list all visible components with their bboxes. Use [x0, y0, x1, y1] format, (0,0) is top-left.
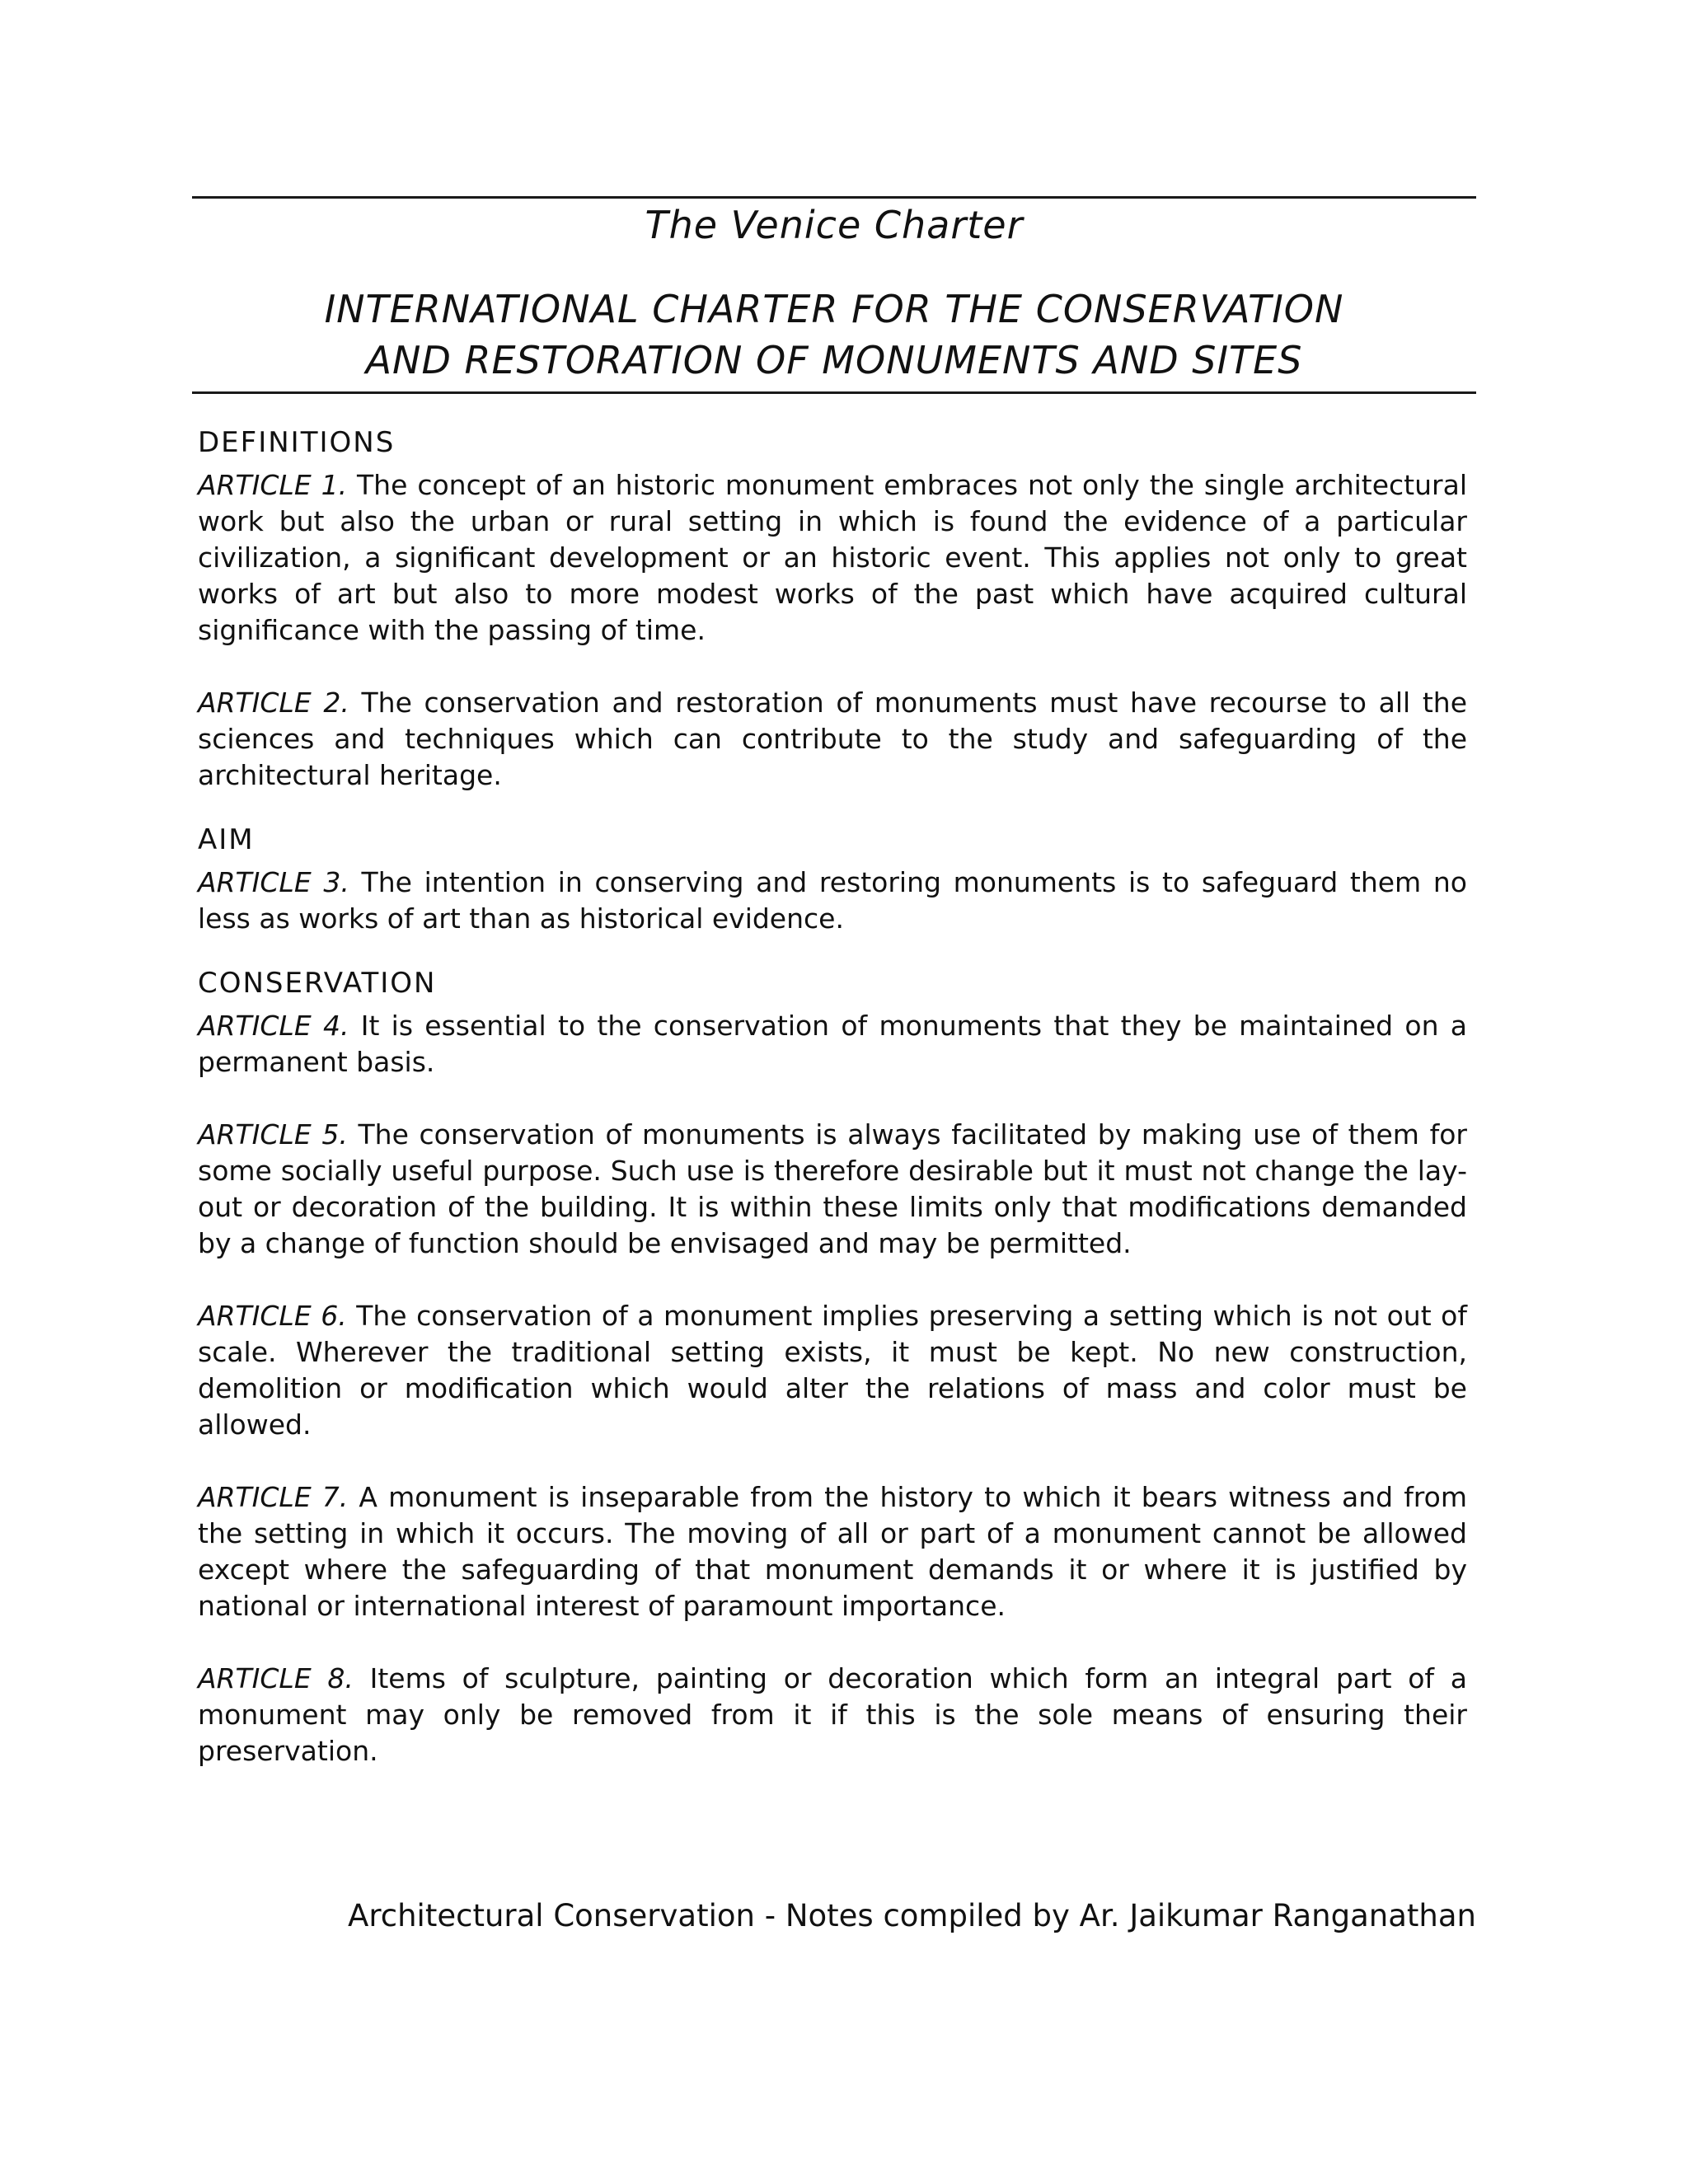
article-5-label: ARTICLE 5.	[198, 1118, 348, 1151]
article-6	[198, 1298, 1467, 1443]
article-5	[198, 1117, 1467, 1262]
top-rule	[192, 196, 1476, 199]
subtitle-line-1: INTERNATIONAL CHARTER FOR THE CONSERVATION	[324, 287, 1344, 331]
article-2-label: ARTICLE 2.	[198, 687, 349, 719]
article-8-text: Items of sculpture, painting or decoration which form an integral part of a monument may only be removed from it if this is the sole means of ensuring their preservation.	[198, 1662, 1467, 1767]
subtitle-line-2: AND RESTORATION OF MONUMENTS AND SITES	[365, 338, 1303, 382]
section-heading-aim: AIM	[198, 823, 255, 856]
article-8	[198, 1661, 1467, 1769]
document-body	[198, 424, 1467, 1769]
bottom-rule	[192, 391, 1476, 394]
article-4-label: ARTICLE 4.	[198, 1010, 349, 1042]
article-2-text: The conservation and restoration of monuments must have recourse to all the sciences and techniques which can contribute to the study and safeguarding of the architectural heritage.	[198, 687, 1467, 791]
article-1	[198, 467, 1467, 649]
section-heading-conservation: CONSERVATION	[198, 967, 437, 1000]
article-1-text: The concept of an historic monument embraces not only the single architectural work but also the urban or rural setting in which is found the evidence of a particular civilization, a significant development or an historic event. This applies not only to great works of art but also to more modest works of the past which have acquired cultural significance with the passing of time.	[198, 469, 1467, 646]
article-1-label: ARTICLE 1.	[198, 469, 348, 501]
article-3-label: ARTICLE 3.	[198, 866, 349, 898]
document-title: The Venice Charter	[645, 203, 1024, 247]
article-6-text: The conservation of a monument implies preserving a setting which is not out of scale. Wherever the traditional setting exists, it must be kept. No new construction, demolition or modification which would alter the relations of mass and color must be allowed.	[198, 1300, 1467, 1441]
article-2	[198, 685, 1467, 794]
section-heading-definitions: DEFINITIONS	[198, 426, 396, 459]
article-3	[198, 865, 1467, 937]
article-7	[198, 1479, 1467, 1624]
article-8-label: ARTICLE 8.	[198, 1662, 354, 1694]
article-6-label: ARTICLE 6.	[198, 1300, 347, 1332]
article-4	[198, 1008, 1467, 1080]
article-3-text: The intention in conserving and restoring monuments is to safeguard them no less as works of art than as historical evidence.	[198, 866, 1467, 935]
page-footer: Architectural Conservation - Notes compiled by Ar. Jaikumar Ranganathan	[348, 1898, 1476, 1933]
article-7-label: ARTICLE 7.	[198, 1481, 349, 1513]
article-4-text: It is essential to the conservation of monuments that they be maintained on a permanent basis.	[198, 1010, 1467, 1078]
article-5-text: The conservation of monuments is always facilitated by making use of them for some socially useful purpose. Such use is therefore desirable but it must not change the lay-out or decoration of the building. It is within these limits only that modifications demanded by a change of function should be envisaged and may be permitted.	[198, 1118, 1467, 1259]
document-subtitle	[192, 284, 1476, 386]
article-7-text: A monument is inseparable from the history to which it bears witness and from the setting in which it occurs. The moving of all or part of a monument cannot be allowed except where the safeguarding of that monument demands it or where it is justified by national or international interest of paramount importance.	[198, 1481, 1467, 1622]
